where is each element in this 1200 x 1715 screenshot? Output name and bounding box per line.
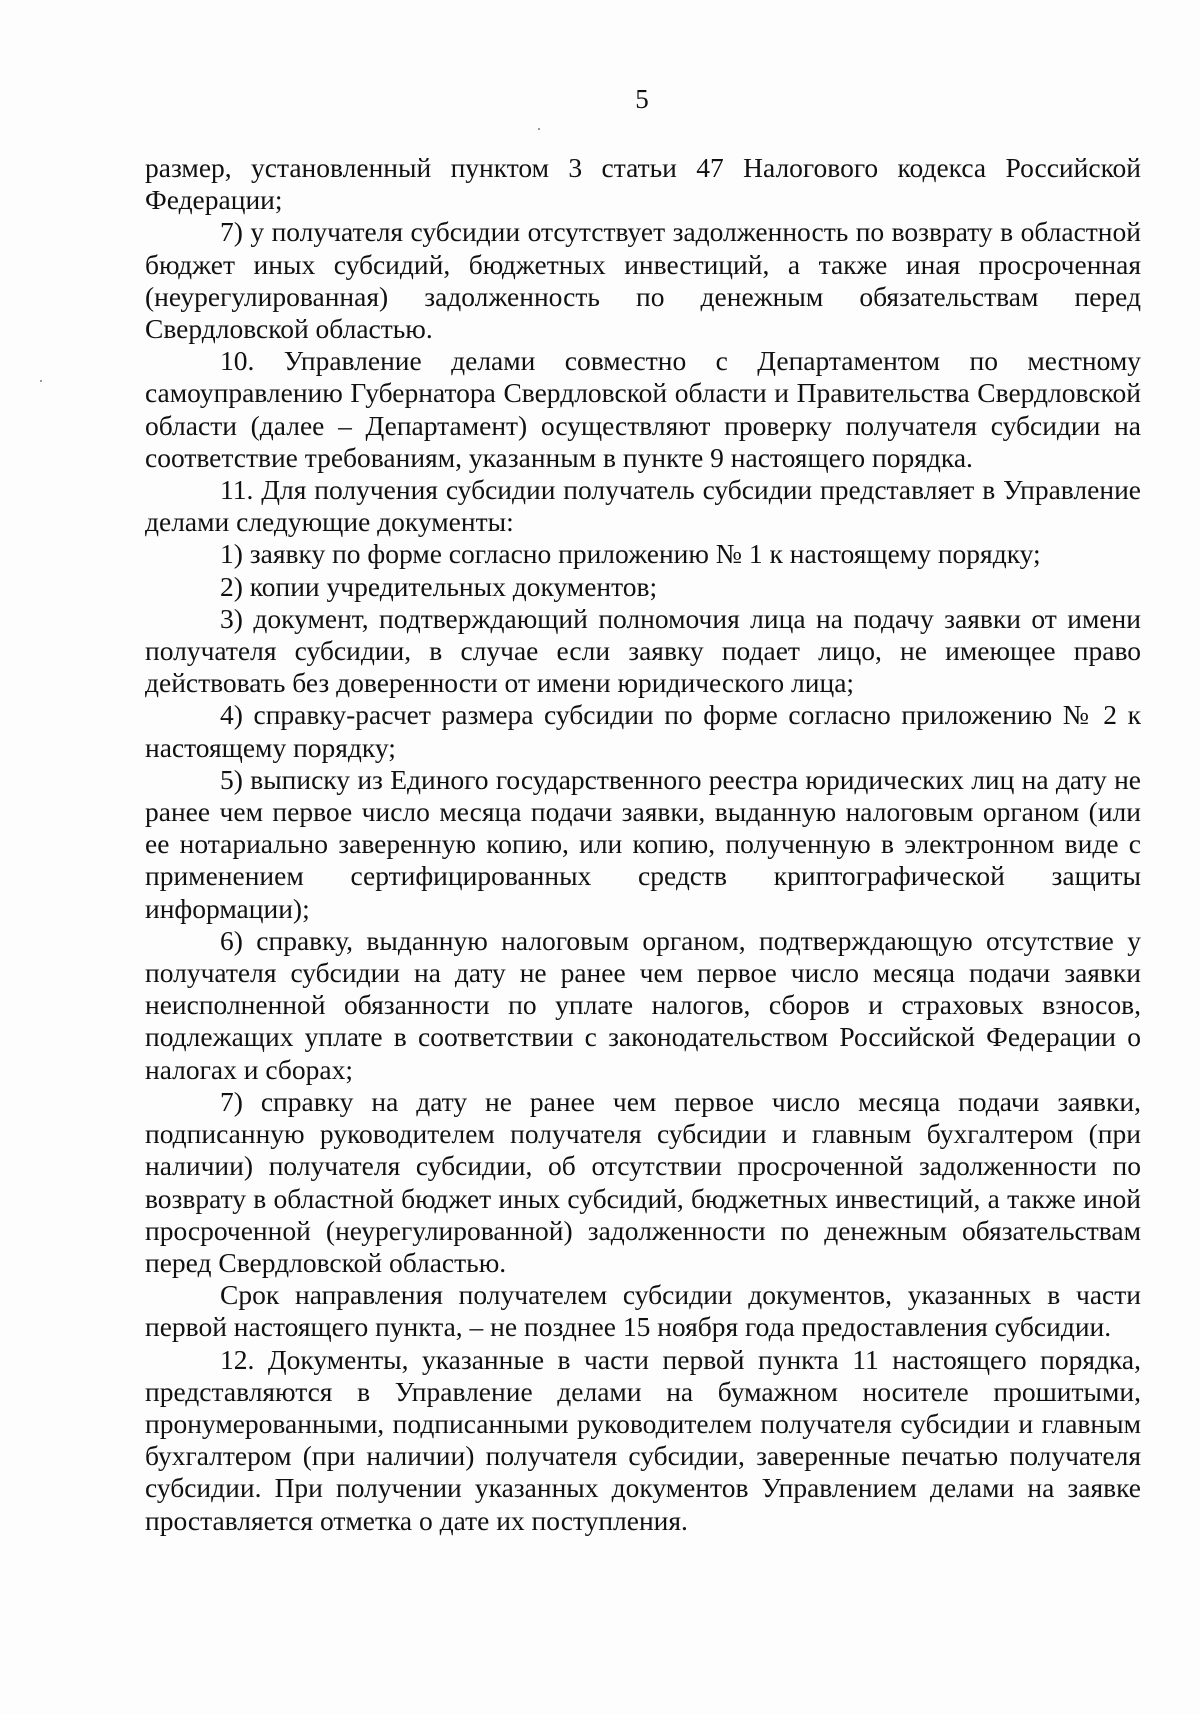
paragraph-document-7: 7) справку на дату не ранее чем первое число месяца подачи заявки, подписанную руководителем получателя субсидии и главным бухгалтером (при наличии) получателя субсидии, об отсутствии просроченной задолженности по возврату в областной бюджет иных субсидий, бюджетных инвестиций, а также иной просроченной (неурегулированной) задолженности по денежным обязательствам перед Свердловской областью. [145,1085,1141,1278]
paragraph-document-6: 6) справку, выданную налоговым органом, подтверждающую отсутствие у получателя субсидии на дату не ранее чем первое число месяца подачи заявки неисполненной обязанности по уплате налогов, сборов и страховых взносов, подлежащих уплате в соответствии с законодательством Российской Федерации о налогах и сборах; [145,924,1141,1085]
scan-speck [40,380,42,382]
paragraph-section-10: 10. Управление делами совместно с Департаментом по местному самоуправлению Губернатора Свердловской области и Правительства Свердловской области (далее – Департамент) осуществляют проверку получателя субсидии на соответствие требованиям, указанным в пункте 9 настоящего порядка. [145,345,1141,473]
paragraph-continuation: размер, установленный пунктом 3 статьи 47 Налогового кодекса Российской Федерации; [145,152,1141,216]
page-number: 5 [635,84,649,114]
paragraph-document-2: 2) копии учредительных документов; [220,570,658,602]
paragraph-document-5: 5) выписку из Единого государственного реестра юридических лиц на дату не ранее чем первое число месяца подачи заявки, выданную налоговым органом (или ее нотариально заверенную копию, или копию, полученную в электронном виде с применением сертифицированных средств криптографической защиты информации); [145,763,1141,924]
paragraph-section-11: 11. Для получения субсидии получатель субсидии представляет в Управление делами следующие документы: [145,474,1141,538]
document-body [145,152,1141,1537]
paragraph-document-3: 3) документ, подтверждающий полномочия лица на подачу заявки от имени получателя субсидии, в случае если заявку подает лицо, не имеющее право действовать без доверенности от имени юридического лица; [145,602,1141,699]
scan-speck [538,128,540,130]
paragraph-section-12: 12. Документы, указанные в части первой пункта 11 настоящего порядка, представляются в Управление делами на бумажном носителе прошитыми, пронумерованными, подписанными руководителем получателя субсидии и главным бухгалтером (при наличии) получателя субсидии, заверенные печатью получателя субсидии. При получении указанных документов Управлением делами на заявке проставляется отметка о дате их поступления. [145,1343,1141,1536]
paragraph-document-4: 4) справку-расчет размера субсидии по форме согласно приложению № 2 к настоящему порядку; [145,699,1141,763]
paragraph-submission-deadline: Срок направления получателем субсидии документов, указанных в части первой настоящего пункта, – не позднее 15 ноября года предоставления субсидии. [145,1279,1141,1343]
paragraph-document-1: 1) заявку по форме согласно приложению № 1 к настоящему порядку; [220,538,1041,570]
paragraph-item-7-no-debt: 7) у получателя субсидии отсутствует задолженность по возврату в областной бюджет иных субсидий, бюджетных инвестиций, а также иная просроченная (неурегулированная) задолженность по денежным обязательствам перед Свердловской областью. [145,216,1141,345]
